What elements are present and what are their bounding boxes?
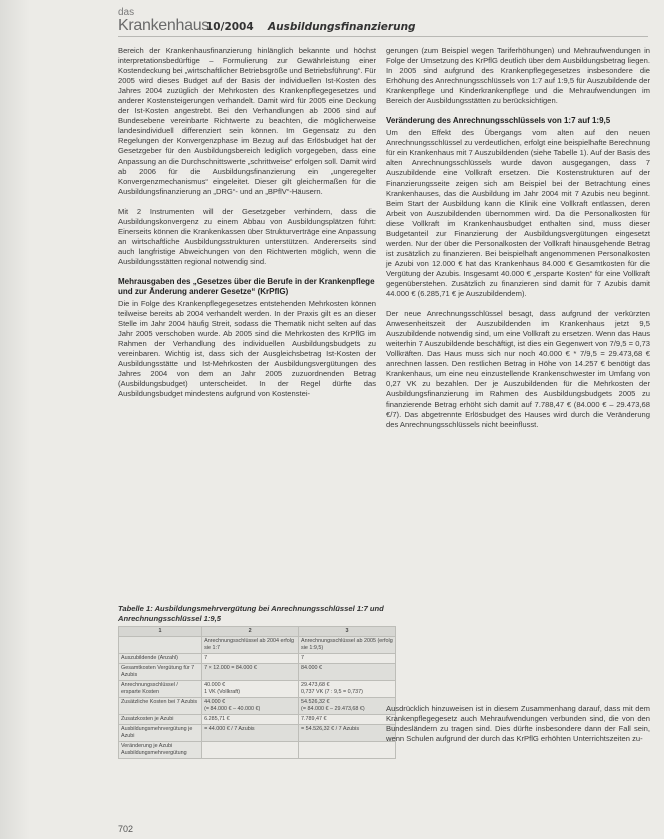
table-cell: Anrechnungsschlüssel / ersparte Kosten (119, 681, 202, 698)
left-heading: Mehrausgaben des „Gesetzes über die Berufe in der Krankenpflege und zur Änderung anderer Gesetze“ (KrPflG) (118, 276, 375, 296)
table-cell: 6.285,71 € (202, 715, 299, 725)
table-col-number: 2 (202, 627, 299, 637)
table-cell: Ausbildungsmehrvergütung je Azubi (119, 725, 202, 742)
table-cell: 40.000 € 1 VK (Vollkraft) (202, 681, 299, 698)
right-paragraph-4: Ausdrücklich hinzuweisen ist in diesem Zusammenhang darauf, dass mit dem Krankenpflegegesetz auch Mehraufwendungen verbunden sind, die von den Bundesländern zu tragen sind. Dies dürfte insbesondere dann der Fall sein, wenn Schulen aufgrund der durch das KrPflG erhöhten Unterrichtszeiten zu- (386, 704, 650, 744)
table-cell: 7 (202, 654, 299, 664)
table-cell: 44.000 € (= 84.000 € – 40.000 €) (202, 698, 299, 715)
table-row (119, 715, 396, 725)
issue-number: 10/2004 (206, 21, 254, 33)
table-header-row (119, 637, 396, 654)
table-cell: 7 (299, 654, 396, 664)
right-heading: Veränderung des Anrechnungsschlüssels von 1:7 auf 1:9,5 (386, 116, 611, 126)
table-row (119, 681, 396, 698)
page-number: 702 (118, 824, 134, 834)
section-title: Ausbildungsfinanzierung (268, 21, 416, 33)
table-header-cell: Anrechnungsschlüssel ab 2005 (erfolg sie 1:9,5) (299, 637, 396, 654)
table-caption: Tabelle 1: Ausbildungsmehrvergütung bei Anrechnungsschlüssel 1:7 und Anrechnungsschlüssel 1:9,5 (118, 604, 384, 623)
journal-logo: Krankenhaus (118, 17, 209, 34)
table-cell: 54.526,32 € (= 84.000 € – 29.473,68 €) (299, 698, 396, 715)
table-col-number: 3 (299, 627, 396, 637)
right-paragraph-3: Der neue Anrechnungsschlüssel besagt, dass aufgrund der verkürzten Anwesenheitszeit der Auszubildenden im Krankenhaus jetzt 9,5 Auszubildende notwendig sind, um eine Vollkraft zu ersetzen. Wenn das Haus weiterhin 7 Auszubildende beschäftigt, ist dies ein Gegenwert von 7/9,5 = 0,73 Vollkräften. Das Haus muss sich nur noch 40.000 € * 7/9,5 = 29.473,68 € anrechnen lassen. Den restlichen Betrag in Höhe von 14.257 € benötigt das Krankenhaus, um eine neu einzustellende Krankenschwester im Umfang von 0,27 VK zu bezahlen. Der je Auszubildenden für die Mehrkosten der Ausbildungsfinanzierung im Rahmen des Ausbildungsbudgets 2005 zu finanzierende Betrag erhöht sich damit auf 7.788,47 € (84.000 € – 29.473,68 €/7). Das abgetrennte Erlösbudget des Hauses wird durch die Veränderung des Anrechnungsschlüssels nicht beeinflusst. (386, 309, 650, 429)
page-edge-shadow (0, 0, 30, 839)
table-header-cell (119, 637, 202, 654)
right-column-continued (386, 704, 650, 754)
left-column (118, 46, 376, 409)
table-cell: Zusätzliche Kosten bei 7 Azubis (119, 698, 202, 715)
table-row (119, 664, 396, 681)
table-cell: Zusatzkosten je Azubi (119, 715, 202, 725)
table-cell: = 54.526,32 € / 7 Azubis (299, 725, 396, 742)
table-cell: Auszubildende (Anzahl) (119, 654, 202, 664)
table-row (119, 654, 396, 664)
table-cell: 7 × 12.000 = 84.000 € (202, 664, 299, 681)
left-paragraph-1: Bereich der Krankenhausfinanzierung hinlänglich bekannte und höchst interpretationsbedürftige – Formulierung zur Gewährleistung einer Kostendeckung bei „wirtschaftlicher Betriebsgröße und Betriebsführung“. Für 2005 wird dieses Budget auf der Basis der individuellen Ist-Kosten des Jahres 2004 zuzüglich der Mehrkosten des Krankenpflegegesetzes und anderer Kostensteigerungen verhandelt. Damit wird für 2005 eine Deckung der Ist-Kosten angestrebt. Bei den Verhandlungen ab 2006 sind auf Bundesebene vereinbarte Richtwerte zu beachten, die möglicherweise landesindividuell differenziert sein können. Im Gegensatz zu den Regelungen der Konvergenzphase im Bezug auf das Erlösbudget hat der Gesetzgeber für den Ausbildungsbereich lediglich vorgegeben, dass eine Anpassung an die Durchschnittswerte „schrittweise“ erfolgen soll. Damit wird ab 2006 für die Ausbildungsfinanzierung ein „ungeregelter Konvergenzmechanismus“ eingeleitet. Dieser gilt gleichermaßen für die Ausbildungsfinanzierung an „DRG“- und an „BPflV“-Häusern. (118, 46, 376, 196)
table-number-row (119, 627, 396, 637)
logo-small-text: das (118, 7, 135, 18)
table-col-number: 1 (119, 627, 202, 637)
right-paragraph-1: gerungen (zum Beispiel wegen Tariferhöhungen) und Mehraufwendungen in Folge der Umsetzung des KrPflG deutlich über dem Ausbildungsbetrag liegen. In 2005 sind aufgrund des Krankenpflegegesetzes insbesondere die Erhöhung des Anrechnungsschlüssels von 1:7 auf 1:9,5 für Auszubildende der Krankenpflege und Kinderkrankenpflege und die Mehraufwendungen im Bereich der Ausbildungsstätten zu berücksichtigen. (386, 46, 650, 106)
table-cell: 29.473,68 € 0,737 VK (7 : 9,5 = 0,737) (299, 681, 396, 698)
table-row (119, 698, 396, 715)
table-row (119, 725, 396, 742)
table-cell: = 44.000 € / 7 Azubis (202, 725, 299, 742)
right-paragraph-2: Um den Effekt des Übergangs vom alten auf den neuen Anrechnungsschlüssel zu verdeutlichen, erfolgt eine beispielhafte Berechnung für ein Krankenhaus mit 7 Auszubildenden (siehe Tabelle 1). Auf der Basis des alten Anrechnungsschlüssels wurde davon ausgegangen, dass 7 Auszubildende eine Vollkraft ersetzen. Die Kostenstrukturen auf der Finanzierungsseite zeigen sich am Beispiel bei der Betrachtung eines Krankenhauses, das die Ausbildung im Jahr 2004 mit 7 Azubis neu beginnt. Beim Start der Ausbildung kann die Klinik eine Vollkraft entlassen, deren Arbeit von Auszubildenden übernommen wird. Da die Personalkosten für diese Vollkraft im Krankenhausbudget enthalten sind, muss dieser Budgetanteil zur Finanzierung der Ausbildungsvergütungen eingesetzt werden. Nur der über die Personalkosten der Vollkraft hinausgehende Betrag ist zusätzlich zu finanzieren. Bei beispielhaft angenommenen Personalkosten je Azubi von 12.000 € hat das Krankenhaus 84.000 € Gesamtkosten für die Vergütung der Azubis. Insgesamt 40.000 € „ersparte Kosten“ für eine Vollkraft gegenüberstehen. Zusätzlich zu finanzieren sind damit für 7 Azubis damit 44.000 € (6.285,71 € je Auszubildendem). (386, 128, 650, 299)
header-rule (118, 36, 648, 37)
table-cell: Veränderung je Azubi Ausbildungsmehrvergütung (119, 742, 202, 759)
table-cell: Gesamtkosten Vergütung für 7 Azubis (119, 664, 202, 681)
table-header-cell: Anrechnungsschlüssel ab 2004 erfolg sie 1:7 (202, 637, 299, 654)
table-row (119, 742, 396, 759)
table-cell (299, 742, 396, 759)
table-cell: 7.789,47 € (299, 715, 396, 725)
left-paragraph-2: Mit 2 Instrumenten will der Gesetzgeber verhindern, dass die Ausbildungskonvergenz zu einem Abbau von Ausbildungsplätzen führt: Einerseits können die Krankenkassen über Strukturverträge eine Anpassung an wirtschaftliche Ausbildungsstrukturen unterstützen. Andererseits sind auch langfristige Abweichungen von den Richtwerten möglich, wenn die Ausbildungsstätten regional notwendig sind. (118, 206, 376, 266)
table-cell (202, 742, 299, 759)
left-paragraph-3: Die in Folge des Krankenpflegegesetzes entstehenden Mehrkosten können teilweise bereits ab 2004 verhandelt werden. In der Praxis gilt es an dieser Stelle im Jahr 2004 häufig Streit, sodass die Thematik nicht selten auf das Jahr 2005 verschoben wurde. Ab 2005 sind die Mehrkosten des KrPflG im Rahmen der Verhandlung des individuellen Ausbildungsbudgets zu vereinbaren. Wichtig ist, dass sich der Ausgleichsbetrag Ist-Kosten der Ausbildungsstätte und Ist-Mehrkosten der Ausbildungsvergütungen des Jahres 2004 von dem an Jahr 2005 zuzuordnenden Betrag (Ausbildungsbudget) unterscheidet. In der Regel dürfte das Ausbildungsbudget mindestens aufgrund von Kostenstei- (118, 298, 376, 399)
data-table (118, 626, 396, 759)
table-cell: 84.000 € (299, 664, 396, 681)
right-column (386, 46, 650, 440)
